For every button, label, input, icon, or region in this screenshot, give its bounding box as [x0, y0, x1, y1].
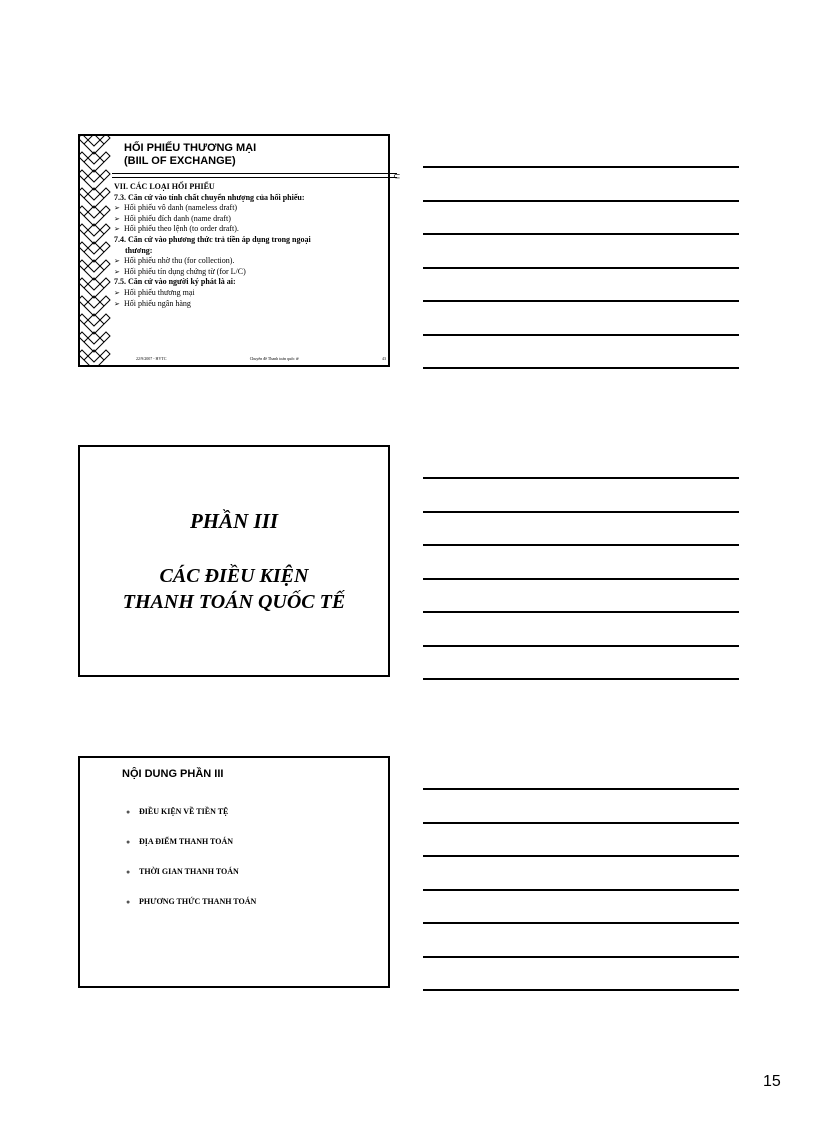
contents-item	[126, 837, 256, 867]
contents-list	[126, 807, 256, 927]
note-line	[423, 477, 739, 479]
note-line	[423, 367, 739, 369]
note-line	[423, 645, 739, 647]
slide1-title	[124, 142, 384, 168]
note-line	[423, 511, 739, 513]
bracket-hook-icon: ⊂	[393, 171, 401, 181]
subheading-item	[114, 235, 386, 246]
contents-item	[126, 867, 256, 897]
footer-course: Chuyên đề Thanh toán quốc tế	[249, 356, 299, 361]
slide1-body	[114, 182, 386, 309]
slide-contents	[78, 756, 390, 988]
part-heading: PHẦN III	[189, 509, 279, 533]
chain-link-inner	[84, 136, 104, 144]
item-text: Hối phiếu theo lệnh (to order draft).	[124, 224, 239, 234]
note-line	[423, 334, 739, 336]
bullet-item	[114, 256, 386, 267]
dot-bullet-icon: ●	[126, 868, 131, 876]
part-subtitle-line1: CÁC ĐIỀU KIỆN	[159, 565, 309, 587]
item-text: Hối phiếu tín dụng chứng từ (for L/C)	[124, 266, 246, 276]
slide-part-three	[78, 445, 390, 677]
bullet-item	[114, 203, 386, 214]
note-line	[423, 922, 739, 924]
note-line	[423, 989, 739, 991]
item-text: Hối phiếu thương mại	[124, 287, 195, 297]
subheading-item	[114, 246, 386, 257]
arrow-bullet-icon: ➢	[114, 257, 120, 266]
dot-bullet-icon: ●	[126, 838, 131, 846]
note-line	[423, 200, 739, 202]
slide1-title-line1: HỐI PHIẾU THƯƠNG MẠI	[124, 142, 257, 154]
section-heading: VII. CÁC LOẠI HỐI PHIẾU	[114, 182, 215, 191]
note-line	[423, 166, 739, 168]
slide-bill-of-exchange	[78, 134, 401, 367]
note-line	[423, 822, 739, 824]
bullet-item	[114, 267, 386, 278]
item-text: Hối phiếu nhờ thu (for collection).	[124, 256, 235, 266]
chain-border-decoration	[80, 136, 112, 365]
arrow-bullet-icon: ➢	[114, 288, 120, 297]
slide1-item-list	[114, 193, 386, 310]
slide1-title-line2: (BIIL OF EXCHANGE)	[124, 155, 236, 167]
arrow-bullet-icon: ➢	[114, 225, 120, 234]
note-line	[423, 300, 739, 302]
contents-item-text: ĐIỀU KIỆN VỀ TIỀN TỆ	[139, 807, 229, 816]
item-text: 7.3. Căn cứ vào tính chất chuyển nhượng của hối phiếu:	[114, 192, 305, 202]
contents-item-text: ĐỊA ĐIỂM THANH TOÁN	[139, 837, 234, 846]
bullet-item	[114, 214, 386, 225]
subheading-item	[114, 277, 386, 288]
page-number: 15	[763, 1073, 781, 1090]
chain-link	[80, 350, 110, 365]
title-divider-top	[112, 173, 397, 174]
note-line	[423, 678, 739, 680]
item-text: Hối phiếu vô danh (nameless draft)	[124, 203, 238, 213]
item-text: Hối phiếu đích danh (name draft)	[124, 213, 231, 223]
contents-item-text: THỜI GIAN THANH TOÁN	[139, 867, 239, 876]
arrow-bullet-icon: ➢	[114, 299, 120, 308]
note-line	[423, 578, 739, 580]
note-line	[423, 233, 739, 235]
contents-item	[126, 807, 256, 837]
contents-title: NỘI DUNG PHẦN III	[122, 768, 224, 780]
bullet-item	[114, 288, 386, 299]
title-divider-bottom	[112, 177, 397, 178]
bullet-item	[114, 224, 386, 235]
dot-bullet-icon: ●	[126, 898, 131, 906]
note-line	[423, 611, 739, 613]
arrow-bullet-icon: ➢	[114, 204, 120, 213]
contents-item-text: PHƯƠNG THỨC THANH TOÁN	[139, 897, 257, 906]
contents-item	[126, 897, 256, 927]
dot-bullet-icon: ●	[126, 808, 131, 816]
subheading-item	[114, 193, 386, 204]
arrow-bullet-icon: ➢	[114, 214, 120, 223]
note-line	[423, 544, 739, 546]
footer-date: 22/9/2007 - HVTC	[136, 356, 167, 361]
note-line	[423, 267, 739, 269]
note-line	[423, 788, 739, 790]
bullet-item	[114, 299, 386, 310]
arrow-bullet-icon: ➢	[114, 267, 120, 276]
note-line	[423, 956, 739, 958]
part-subtitle-line2: THANH TOÁN QUỐC TẾ	[122, 591, 346, 613]
item-text: Hối phiếu ngân hàng	[124, 298, 191, 308]
note-line	[423, 855, 739, 857]
part-subtitle	[80, 563, 388, 615]
item-text: thương:	[125, 245, 153, 255]
note-line	[423, 889, 739, 891]
item-text: 7.5. Căn cứ vào người ký phát là ai:	[114, 277, 236, 287]
footer-slide-number: 43	[382, 356, 386, 361]
item-text: 7.4. Căn cứ vào phương thức trả tiền áp dụng trong ngoại	[114, 234, 311, 244]
chain-link	[80, 136, 110, 154]
slide1-footer	[136, 356, 386, 361]
